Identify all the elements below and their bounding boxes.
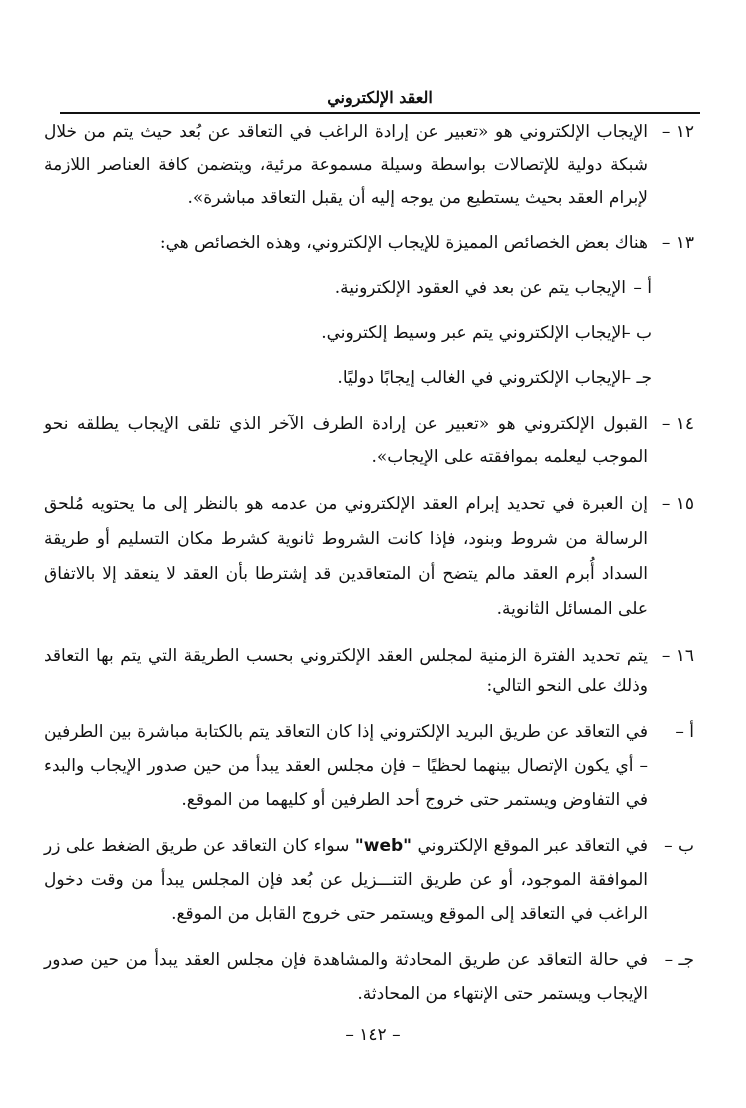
page-number: – ١٤٢ – [345,1025,401,1045]
item-text: القبول الإلكتروني هو «تعبير عن إرادة الطرف الآخر الذي تلقى الإيجاب يطلقه نحو الموجب ليعلمه بموافقته على الإيجاب». [44,414,648,467]
sub-text: الإيجاب الإلكتروني يتم عبر وسيط إلكتروني. [321,323,626,343]
item-text: إن العبرة في تحديد إبرام العقد الإلكتروني من عدمه هو بالنظر إلى ما يحتويه مُلحق الرسالة من شروط وبنود، فإذا كانت الشروط ثانوية كشرط مكان التسليم أو طريقة السداد أُبرم العقد مالم يتضح أن المتعاقدين قد إشترطا بأن العقد لا ينعقد إلا بالاتفاق على المسائل الثانوية. [44,494,648,619]
sub-letter: جـ – [664,950,694,970]
item-text: هناك بعض الخصائص المميزة للإيجاب الإلكتروني، وهذه الخصائص هي: [159,233,648,253]
item-number: ١٦ – [661,646,694,666]
item-16 [44,641,694,701]
item-16-sub-c [44,943,694,1011]
item-14 [44,408,694,474]
item-number: ١٢ – [661,122,694,142]
running-header: العقد الإلكتروني [327,88,433,107]
item-number: ١٣ – [661,233,694,253]
sub-text: الإيجاب يتم عن بعد في العقود الإلكترونية. [334,278,626,298]
item-text: الإيجاب الإلكتروني هو «تعبير عن إرادة الراغب في التعاقد عن بُعد حيث يتم من خلال شبكة دولية للإتصالات بواسطة وسيلة مسموعة مرئية، ويتضمن كافة العناصر اللازمة لإبرام العقد بحيث يستطيع من يوجه إليه أن يقبل التعاقد مباشرة». [44,122,648,208]
sub-letter: جـ – [622,368,652,388]
sub-letter: ب – [622,323,652,343]
sub-text-after: سواء كان التعاقد عن طريق الضغط على زر الموافقة الموجود، أو عن طريق التنـــزيل عن بُعد فإن المجلس يبدأ من وقت دخول الراغب في التعاقد إلى الموقع ويستمر حتى خروج القابل من الموقع. [44,836,648,924]
document-body [44,116,694,1011]
sub-text: الإيجاب الإلكتروني في الغالب إيجابًا دوليًا. [337,368,626,388]
item-15 [44,487,694,627]
item-number: ١٤ – [661,414,694,434]
item-16-sub-b [44,829,694,931]
item-16-sub-a [44,715,694,817]
item-number: ١٥ – [661,494,694,514]
item-12 [44,116,694,215]
web-term: "web" [354,836,413,856]
sub-text [44,829,648,931]
item-13-sub-c [44,362,652,395]
item-13 [44,227,694,260]
sub-text: في حالة التعاقد عن طريق المحادثة والمشاهدة فإن مجلس العقد يبدأ من حين صدور الإيجاب ويستمر حتى الإنتهاء من المحادثة. [44,950,648,1004]
sub-text-before: في التعاقد عبر الموقع الإلكتروني [417,836,649,856]
sub-text: في التعاقد عن طريق البريد الإلكتروني إذا كان التعاقد يتم بالكتابة مباشرة بين الطرفين – أي يكون الإتصال بينهما لحظيًا – فإن مجلس العقد يبدأ من حين صدور الإيجاب والبدء في التفاوض ويستمر حتى خروج أحد الطرفين أو كليهما من الموقع. [44,722,648,810]
item-text: يتم تحديد الفترة الزمنية لمجلس العقد الإلكتروني بحسب الطريقة التي يتم بها التعاقد وذلك على النحو التالي: [44,646,648,696]
sub-letter: أ – [633,278,652,298]
header-rule [60,112,700,114]
sub-letter: أ – [675,722,694,742]
item-13-sub-a [44,272,652,305]
sub-letter: ب – [664,836,694,856]
item-13-sub-b [44,317,652,350]
